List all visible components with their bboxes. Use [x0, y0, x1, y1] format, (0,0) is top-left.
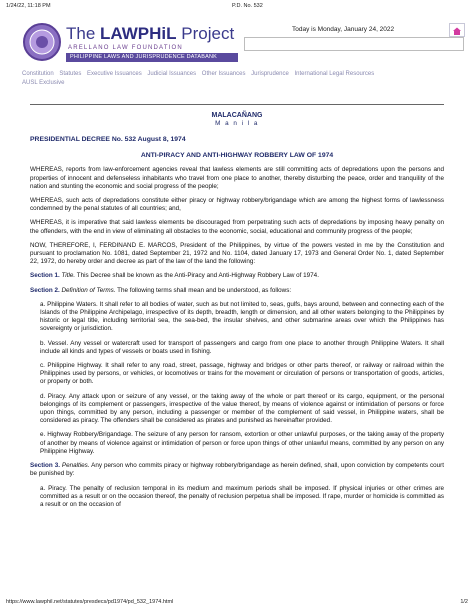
brand-title-suffix: Project [176, 24, 235, 43]
print-header [6, 3, 468, 13]
section-2-item-d: d. Piracy. Any attack upon or seizure of any vessel, or the taking away of the whole or part thereof or its cargo, equipment, or the personal belongings of its complement or passengers, irrespective of the value thereof, by means of violence against or intimidation of persons or force upon things, committed by any person, including a passenger or member of the complement of said vessel, in Philippine waters, shall be considered as piracy. The offenders shall be considered as pirates and punished as hereinafter provided. [40, 392, 444, 425]
home-glyph-icon [450, 25, 464, 37]
nav-item-judicial-issuances[interactable]: Judicial Issuances [147, 71, 197, 77]
decree-heading: PRESIDENTIAL DECREE No. 532 August 8, 1974 [30, 136, 186, 143]
nav-row-2 [22, 79, 462, 88]
whereas-paragraph-2: WHEREAS, such acts of depredations constitute either piracy or highway robbery/brigandage which are among the highest forms of lawlessness condemned by the penal statutes of all countries; and, [30, 197, 444, 213]
nav-row-1 [22, 70, 462, 79]
lawphil-seal-logo[interactable] [22, 22, 62, 62]
now-therefore-paragraph: NOW, THEREFORE, I, FERDINAND E. MARCOS, President of the Philippines, by virtue of the powers vested in me by the Constitution and pursuant to proclamation No. 1081, dated September 21, 1972 and No. 1104, dated January 17, 1973 and General Order No. 1, dated September 22, 1972, do hereby order and decree as part of the law of the land the following: [30, 241, 444, 266]
section-2-name: Definition of Terms. [61, 286, 116, 294]
section-2-item-a: a. Philippine Waters. It shall refer to all bodies of water, such as but not limited to, seas, gulfs, bays around, between and connecting each of the Islands of the Philippine Archipelago, irrespective of its depth, breadth, length or dimension, and all other waters belonging to the Philippines by historic or legal title, including territorial sea, the sea-bed, the insular shelves, and other submarine areas over which the Philippines has sovereignty or jurisdiction. [40, 300, 444, 333]
section-2-item-b: b. Vessel. Any vessel or watercraft used for transport of passengers and cargo from one place to another through Philippine Waters. It shall include all kinds and types of vessels or boats used in fishing. [40, 339, 444, 355]
whereas-paragraph-3: WHEREAS, it is imperative that said lawless elements be discouraged from perpetrating such acts of depredations by imposing heavy penalty on the offenders, with the end in view of eliminating all obstacles to the economic, social, educational and community progress of the people; [30, 219, 444, 235]
doc-manila: M a n i l a [215, 120, 259, 127]
section-2 [30, 287, 444, 295]
nav-item-statutes[interactable]: Statutes [59, 71, 82, 77]
print-datetime: 1/24/22, 11:18 PM [6, 3, 51, 9]
print-page-number: 1/2 [460, 599, 468, 605]
doc-malacanang: MALACAÑANG [211, 112, 263, 119]
section-1-label: Section 1. [30, 272, 60, 280]
section-3-item-a: a. Piracy. The penalty of reclusion temporal in its medium and maximum periods shall be imposed. If physical injuries or other crimes are committed as a result or on the occasion thereof, the penalty of reclusion perpetua shall be imposed. If rape, murder or homicide is committed as a result or on the occasion of [40, 484, 444, 508]
today-date: Today is Monday, January 24, 2022 [292, 26, 395, 33]
home-icon[interactable] [449, 23, 465, 37]
brand-title-prefix: The [66, 24, 101, 43]
brand-subtitle: ARELLANO LAW FOUNDATION [68, 45, 183, 51]
nav-item-international-legal-resources[interactable]: International Legal Resources [294, 71, 375, 77]
print-url: https://www.lawphil.net/statutes/presdecs/pd1974/pd_532_1974.html [6, 599, 174, 605]
section-3 [30, 462, 444, 478]
search-input[interactable] [244, 37, 464, 51]
nav-item-jurisprudence[interactable]: Jurisprudence [251, 71, 289, 77]
section-3-label: Section 3. [30, 462, 60, 470]
nav-item-ausl-exclusive[interactable]: AUSL Exclusive [22, 80, 65, 86]
section-3-text: Any person who commits piracy or highway robbery/brigandage as herein defined, shall, upon conviction by competents court be punished by: [30, 462, 445, 478]
section-3-name: Penalties. [61, 462, 90, 470]
section-1-name: Title. [61, 272, 76, 280]
section-1 [30, 272, 444, 280]
nav-item-executive-issuances[interactable]: Executive Issuances [87, 71, 142, 77]
brand-databank-bar: PHILIPPINE LAWS AND JURISPRUDENCE DATABANK [66, 53, 238, 62]
section-2-item-c: c. Philippine Highway. It shall refer to any road, street, passage, highway and bridges or other parts thereof, or railway or railroad within the Philippines used by persons, or vehicles, or locomotives or trains for the movement or circulation of persons or transportation of goods, articles, or property or both. [40, 362, 444, 386]
print-footer [6, 599, 468, 609]
document-body [30, 112, 444, 509]
header-divider [30, 104, 444, 105]
main-nav [22, 70, 462, 88]
nav-item-constitution[interactable]: Constitution [22, 71, 54, 77]
brand-title[interactable] [66, 24, 234, 44]
law-title: ANTI-PIRACY AND ANTI-HIGHWAY ROBBERY LAW OF 1974 [140, 152, 334, 160]
section-2-label: Section 2. [30, 286, 60, 294]
print-doc-title: P.D. No. 532 [232, 3, 263, 9]
whereas-paragraph-1: WHEREAS, reports from law-enforcement agencies reveal that lawless elements are still committing acts of depredations upon the persons and properties of innocent and defenseless inhabitants who travel from one place to another, thereby disturbing the peace, order and tranquility of the nation and stunting the economic and social progress of the people; [30, 166, 444, 190]
section-2-item-e: e. Highway Robbery/Brigandage. The seizure of any person for ransom, extortion or other unlawful purposes, or the taking away of the property of another by means of violence against or intimidation of person or force upon things of other unlawful means, committed by any person on any Philippine Highway. [40, 431, 444, 455]
section-2-text: The following terms shall mean and be understood, as follows: [115, 286, 292, 294]
section-1-text: This Decree shall be known as the Anti-Piracy and Anti-Highway Robbery Law of 1974. [75, 272, 319, 280]
brand-title-bold: LAWPHiL [100, 24, 177, 43]
nav-item-other-issuances[interactable]: Other Issuances [201, 71, 246, 77]
